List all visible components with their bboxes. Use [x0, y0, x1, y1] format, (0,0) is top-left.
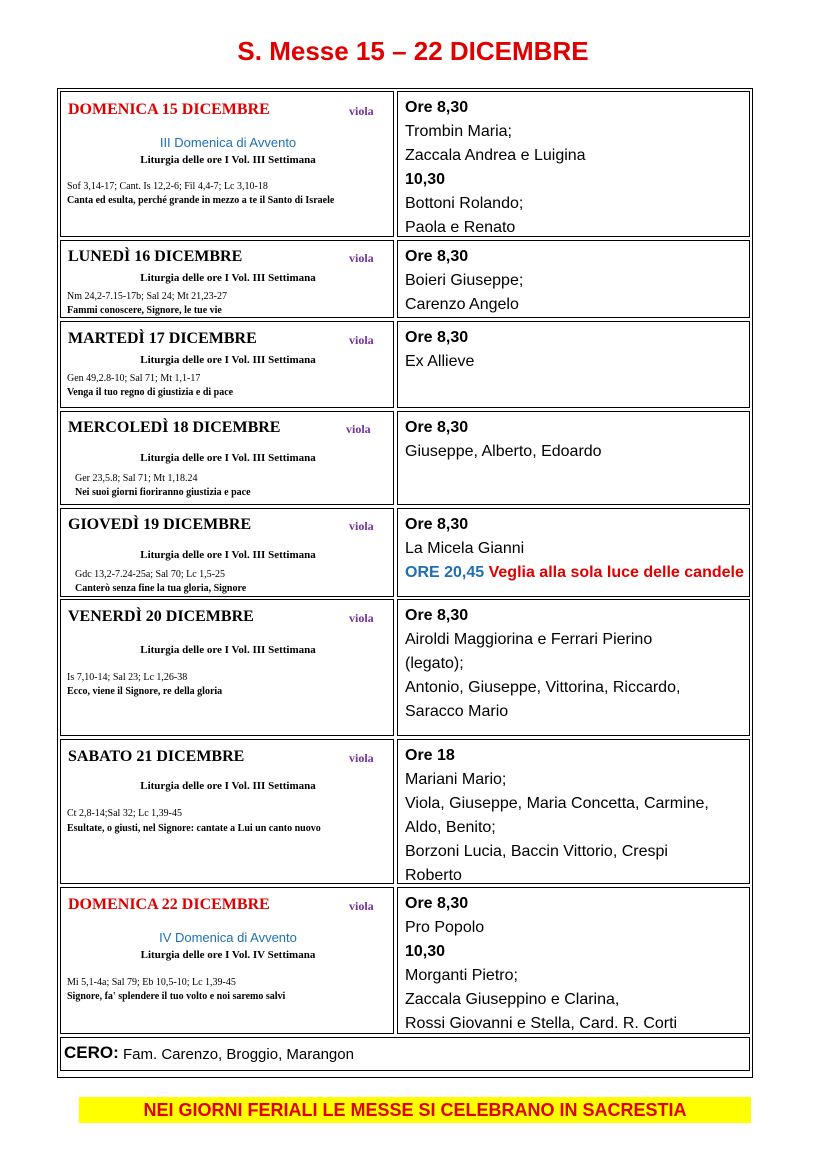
- mass-intention: Aldo, Benito;: [405, 819, 496, 836]
- day-row: [60, 240, 750, 318]
- psalm-text: Esultate, o giusti, nel Signore: cantate a Lui un canto nuovo: [67, 823, 321, 834]
- day-label: MARTEDÌ 17 DICEMBRE: [68, 330, 257, 347]
- liturgical-color: viola: [349, 519, 374, 533]
- mass-time: 10,30: [405, 171, 446, 188]
- psalm-text: Ecco, viene il Signore, re della gloria: [67, 686, 223, 697]
- readings-text: Sof 3,14-17; Cant. Is 12,2-6; Fil 4,4-7; Lc 3,10-18: [67, 181, 268, 192]
- mass-intention: (legato);: [405, 655, 464, 672]
- mass-intention: Morganti Pietro;: [405, 967, 518, 984]
- readings-text: Ger 23,5.8; Sal 71; Mt 1,18.24: [75, 473, 198, 484]
- liturgical-color: viola: [349, 611, 374, 625]
- mass-time: 10,30: [405, 943, 446, 960]
- psalm-text: Fammi conoscere, Signore, le tue vie: [67, 305, 222, 316]
- mass-time: Ore 8,30: [405, 516, 469, 533]
- mass-intention: Trombin Maria;: [405, 123, 512, 140]
- liturgical-color: viola: [349, 333, 374, 347]
- masses-cell: [397, 739, 750, 884]
- readings-text: Ct 2,8-14;Sal 32; Lc 1,39-45: [67, 808, 182, 819]
- day-info-cell: [60, 739, 394, 884]
- day-row: [60, 411, 750, 505]
- liturgia-text: Liturgia delle ore I Vol. III Settimana: [140, 780, 316, 792]
- liturgia-text: Liturgia delle ore I Vol. III Settimana: [140, 354, 316, 366]
- day-row: [60, 599, 750, 736]
- day-row: [60, 91, 750, 237]
- liturgical-color: viola: [349, 104, 374, 118]
- psalm-text: Canta ed esulta, perché grande in mezzo a te il Santo di Israele: [67, 195, 335, 206]
- mass-time: Ore 18: [405, 747, 455, 764]
- day-info-cell: [60, 411, 394, 505]
- liturgia-text: Liturgia delle ore I Vol. IV Settimana: [140, 949, 316, 961]
- mass-intention: Paola e Renato: [405, 219, 516, 236]
- mass-intention: Boieri Giuseppe;: [405, 272, 524, 289]
- masses-cell: [397, 411, 750, 505]
- day-row: [60, 739, 750, 884]
- mass-time: Ore 8,30: [405, 895, 469, 912]
- liturgia-text: Liturgia delle ore I Vol. III Settimana: [140, 154, 316, 166]
- liturgical-color: viola: [349, 251, 374, 265]
- mass-time: Ore 8,30: [405, 99, 469, 116]
- day-label: SABATO 21 DICEMBRE: [68, 748, 245, 765]
- liturgia-text: Liturgia delle ore I Vol. III Settimana: [140, 272, 316, 284]
- mass-intention: Giuseppe, Alberto, Edoardo: [405, 443, 602, 460]
- mass-intention: Borzoni Lucia, Baccin Vittorio, Crespi: [405, 843, 668, 860]
- liturgia-text: Liturgia delle ore I Vol. III Settimana: [140, 452, 316, 464]
- mass-intention: Viola, Giuseppe, Maria Concetta, Carmine,: [405, 795, 709, 812]
- psalm-text: Canterò senza fine la tua gloria, Signore: [75, 583, 247, 594]
- day-label: LUNEDÌ 16 DICEMBRE: [68, 248, 243, 265]
- mass-time: Ore 8,30: [405, 329, 469, 346]
- psalm-text: Signore, fa' splendere il tuo volto e noi saremo salvi: [67, 991, 286, 1002]
- day-label: DOMENICA 22 DICEMBRE: [68, 896, 270, 913]
- day-label: MERCOLEDÌ 18 DICEMBRE: [68, 419, 281, 436]
- mass-time: Ore 8,30: [405, 248, 469, 265]
- masses-cell: [397, 240, 750, 318]
- liturgical-color: viola: [349, 751, 374, 765]
- schedule-table: [57, 88, 753, 1078]
- mass-intention: Ex Allieve: [405, 353, 475, 370]
- masses-cell: [397, 321, 750, 408]
- day-row: [60, 508, 750, 597]
- day-label: DOMENICA 15 DICEMBRE: [68, 101, 270, 118]
- mass-intention: Zaccala Giuseppino e Clarina,: [405, 991, 620, 1008]
- mass-time: Ore 8,30: [405, 607, 469, 624]
- day-label: VENERDÌ 20 DICEMBRE: [68, 608, 254, 625]
- day-label: GIOVEDÌ 19 DICEMBRE: [68, 516, 252, 533]
- masses-cell: [397, 599, 750, 736]
- liturgical-color: viola: [349, 899, 374, 913]
- evening-time: ORE 20,45: [405, 564, 485, 581]
- cero-text: Fam. Carenzo, Broggio, Marangon: [123, 1046, 354, 1063]
- mass-intention: Bottoni Rolando;: [405, 195, 524, 212]
- cero-label: CERO:: [64, 1043, 119, 1062]
- day-info-cell: [60, 508, 394, 597]
- special-day: IV Domenica di Avvento: [159, 930, 297, 945]
- mass-intention: Zaccala Andrea e Luigina: [405, 147, 586, 164]
- sacrestia-notice: NEI GIORNI FERIALI LE MESSE SI CELEBRANO IN SACRESTIA: [79, 1097, 751, 1123]
- mass-intention: Antonio, Giuseppe, Vittorina, Riccardo,: [405, 679, 681, 696]
- readings-text: Gen 49,2.8-10; Sal 71; Mt 1,1-17: [67, 373, 201, 384]
- readings-text: Mi 5,1-4a; Sal 79; Eb 10,5-10; Lc 1,39-45: [67, 977, 236, 988]
- mass-intention: Roberto: [405, 867, 462, 884]
- day-info-cell: [60, 887, 394, 1034]
- mass-intention: La Micela Gianni: [405, 540, 525, 557]
- psalm-text: Venga il tuo regno di giustizia e di pace: [67, 387, 234, 398]
- masses-cell: [397, 887, 750, 1034]
- day-info-cell: [60, 599, 394, 736]
- liturgia-text: Liturgia delle ore I Vol. III Settimana: [140, 644, 316, 656]
- mass-intention: Rossi Giovanni e Stella, Card. R. Corti: [405, 1015, 678, 1032]
- liturgical-color: viola: [346, 422, 371, 436]
- cero-row: [60, 1037, 750, 1071]
- psalm-text: Nei suoi giorni fioriranno giustizia e pace: [75, 487, 251, 498]
- day-info-cell: [60, 321, 394, 408]
- page-title: S. Messe 15 – 22 DICEMBRE: [237, 36, 589, 66]
- evening-text: Veglia alla sola luce delle candele: [488, 564, 744, 581]
- special-day: III Domenica di Avvento: [159, 135, 297, 150]
- readings-text: Is 7,10-14; Sal 23; Lc 1,26-38: [67, 672, 188, 683]
- liturgia-text: Liturgia delle ore I Vol. III Settimana: [140, 549, 316, 561]
- mass-time: Ore 8,30: [405, 419, 469, 436]
- mass-intention: Carenzo Angelo: [405, 296, 519, 313]
- readings-text: Nm 24,2-7.15-17b; Sal 24; Mt 21,23-27: [67, 291, 227, 302]
- mass-intention: Airoldi Maggiorina e Ferrari Pierino: [405, 631, 653, 648]
- mass-intention: Pro Popolo: [405, 919, 485, 936]
- mass-intention: Mariani Mario;: [405, 771, 507, 788]
- mass-intention: Saracco Mario: [405, 703, 509, 720]
- evening-event: [405, 561, 751, 585]
- day-info-cell: [60, 91, 394, 237]
- day-row: [60, 887, 750, 1034]
- day-info-cell: [60, 240, 394, 318]
- readings-text: Gdc 13,2-7.24-25a; Sal 70; Lc 1,5-25: [75, 569, 225, 580]
- masses-cell: [397, 91, 750, 237]
- masses-cell: [397, 508, 750, 597]
- day-row: [60, 321, 750, 408]
